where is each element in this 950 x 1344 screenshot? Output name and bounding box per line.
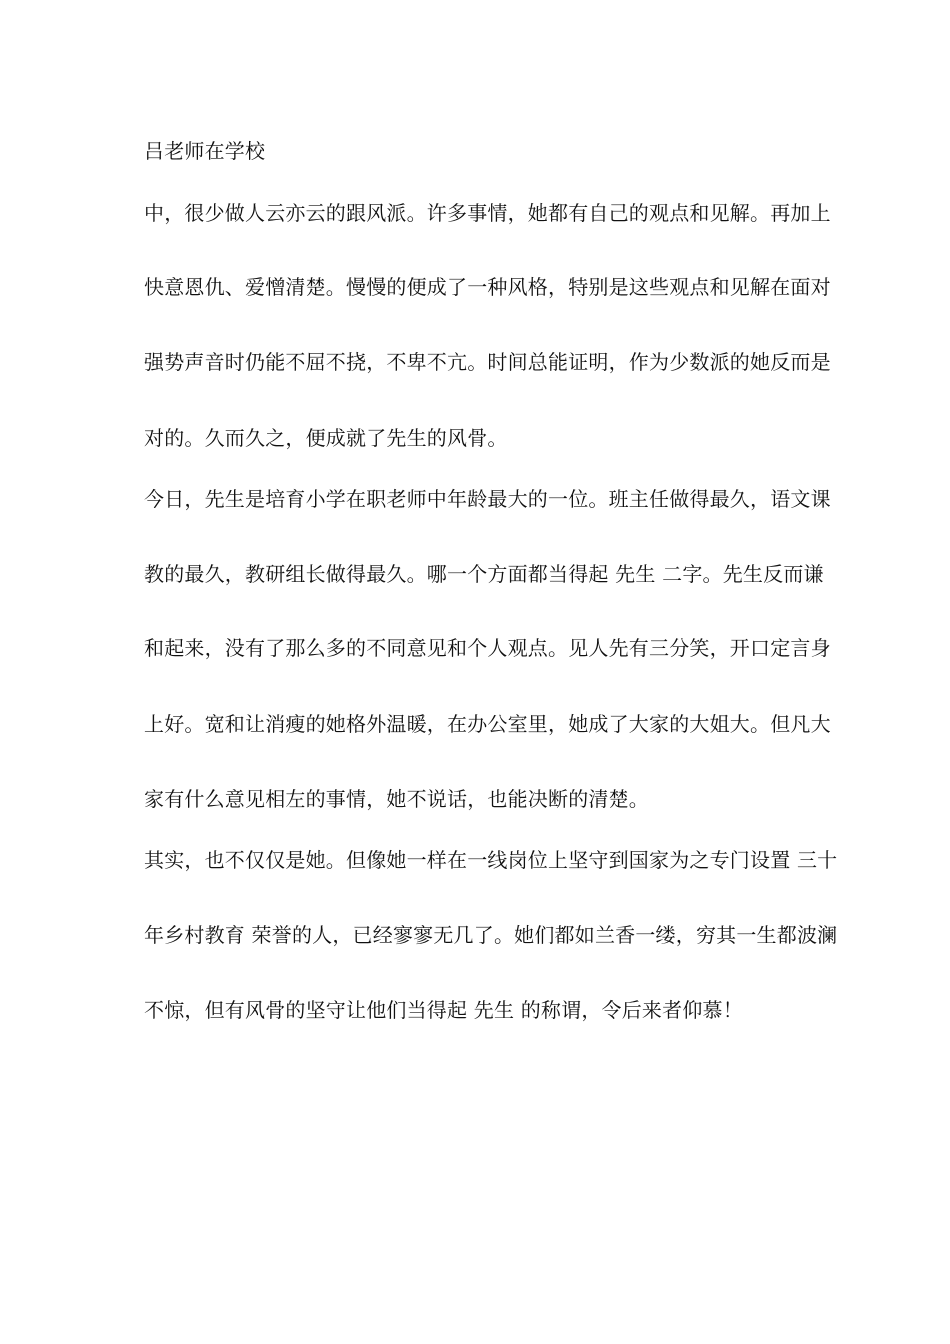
paragraph-line: 对的。久而久之，便成就了先生的风骨。 bbox=[144, 426, 508, 450]
paragraph-line: 强势声音时仍能不屈不挠，不卑不亢。时间总能证明，作为少数派的她反而是 bbox=[144, 350, 831, 374]
paragraph-line: 上好。宽和让消瘦的她格外温暖，在办公室里，她成了大家的大姐大。但凡大 bbox=[144, 712, 831, 736]
paragraph-line: 家有什么意见相左的事情，她不说话，也能决断的清楚。 bbox=[144, 787, 649, 811]
paragraph-line: 年乡村教育 荣誉的人，已经寥寥无几了。她们都如兰香一缕，穷其一生都波澜 bbox=[144, 923, 838, 947]
paragraph-line: 和起来，没有了那么多的不同意见和个人观点。见人先有三分笑，开口定言身 bbox=[144, 636, 831, 660]
paragraph-line: 中，很少做人云亦云的跟风派。许多事情，她都有自己的观点和见解。再加上 bbox=[144, 201, 831, 225]
paragraph-line: 其实，也不仅仅是她。但像她一样在一线岗位上坚守到国家为之专门设置 三十 bbox=[144, 848, 838, 872]
paragraph-line: 今日，先生是培育小学在职老师中年龄最大的一位。班主任做得最久，语文课 bbox=[144, 487, 831, 511]
paragraph-line: 不惊，但有风骨的坚守让他们当得起 先生 的称谓，令后来者仰慕！ bbox=[144, 998, 743, 1022]
document-title-line: 吕老师在学校 bbox=[144, 139, 266, 163]
paragraph-line: 快意恩仇、爱憎清楚。慢慢的便成了一种风格，特别是这些观点和见解在面对 bbox=[144, 275, 831, 299]
paragraph-line: 教的最久，教研组长做得最久。哪一个方面都当得起 先生 二字。先生反而谦 bbox=[144, 562, 824, 586]
